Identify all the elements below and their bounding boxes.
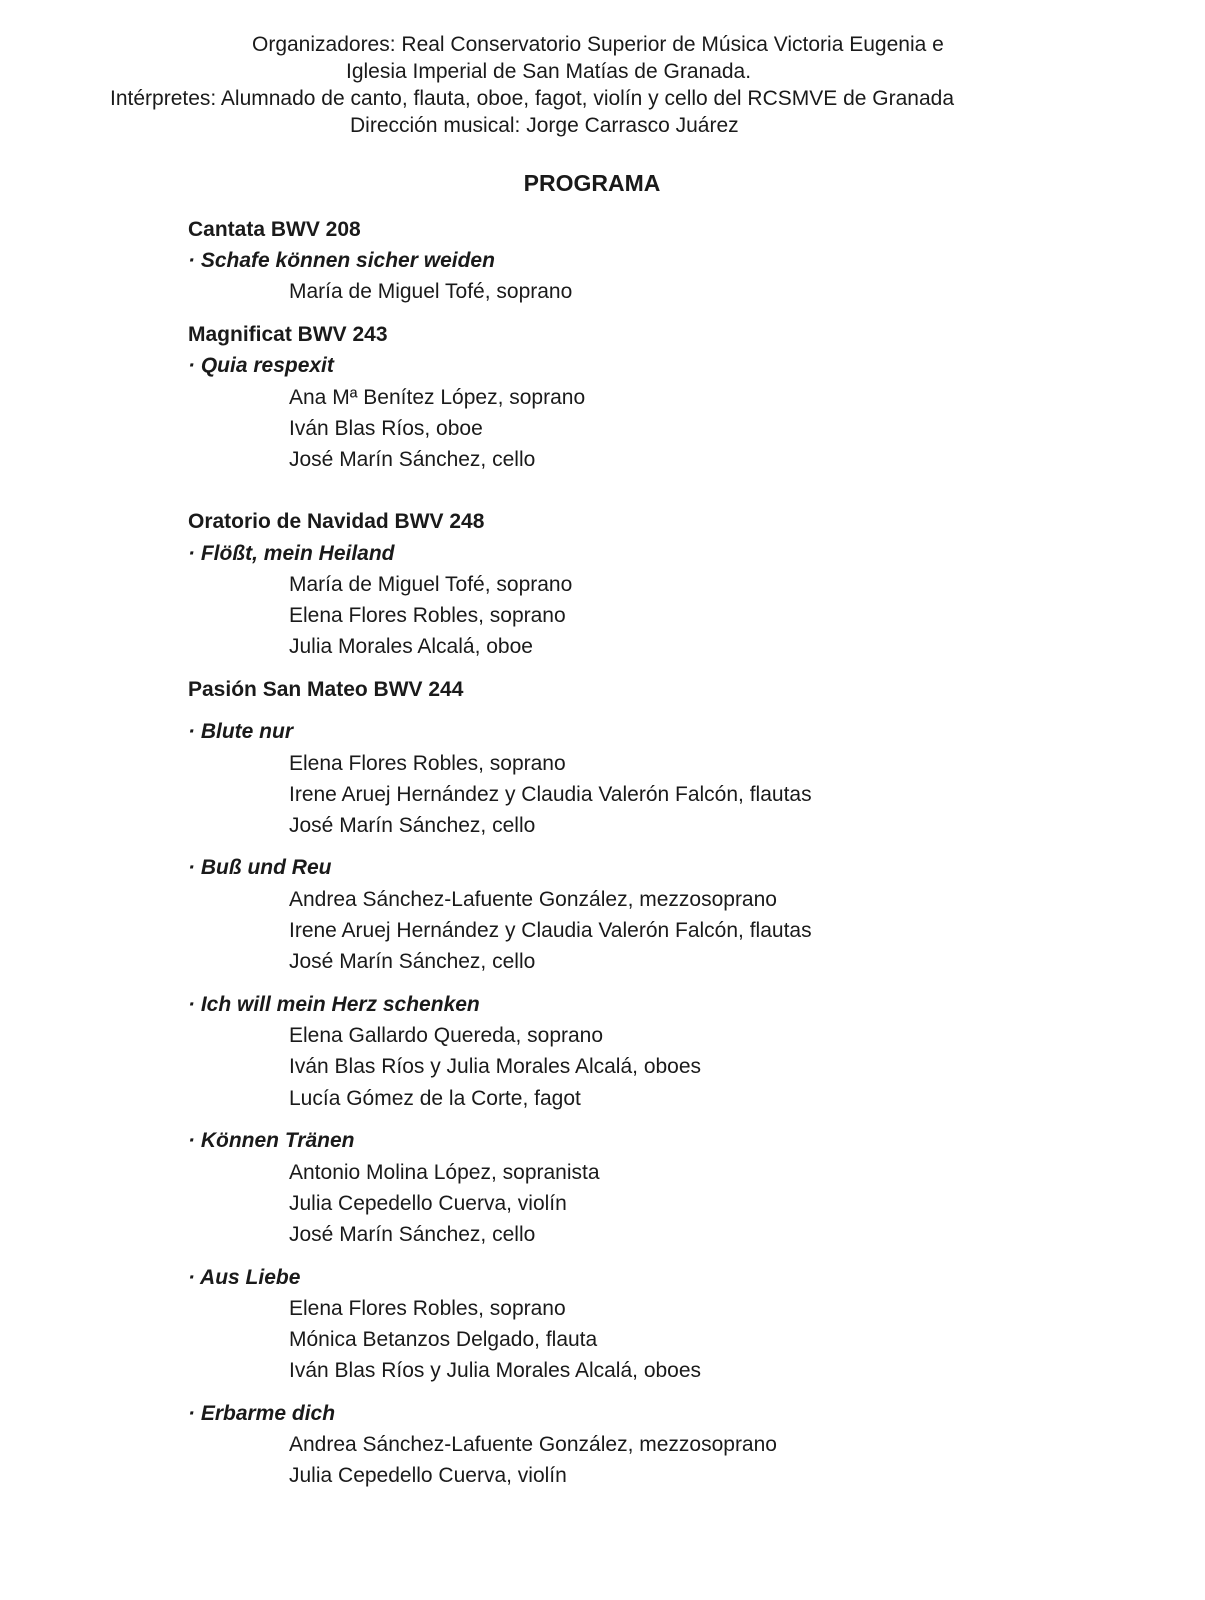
performer-line: Andrea Sánchez-Lafuente González, mezzosoprano: [289, 888, 777, 911]
performer-line: Iván Blas Ríos, oboe: [289, 417, 483, 440]
performer-line: Julia Cepedello Cuerva, violín: [289, 1192, 567, 1215]
performer-line: María de Miguel Tofé, soprano: [289, 280, 573, 303]
movement-title: · Flößt, mein Heiland: [188, 542, 395, 565]
organizers-line-2: Iglesia Imperial de San Matías de Granada.: [346, 60, 752, 83]
performer-line: José Marín Sánchez, cello: [289, 814, 536, 837]
performer-line: José Marín Sánchez, cello: [289, 950, 536, 973]
work-title: Cantata BWV 208: [188, 218, 361, 241]
movement-title: · Aus Liebe: [188, 1266, 301, 1289]
performers-line: Intérpretes: Alumnado de canto, flauta, oboe, fagot, violín y cello del RCSMVE de Granada: [110, 87, 954, 110]
performer-line: Iván Blas Ríos y Julia Morales Alcalá, oboes: [289, 1359, 702, 1382]
work-title: Oratorio de Navidad BWV 248: [188, 510, 485, 533]
performer-line: Julia Cepedello Cuerva, violín: [289, 1464, 567, 1487]
performer-line: Iván Blas Ríos y Julia Morales Alcalá, oboes: [289, 1055, 702, 1078]
work-title: Pasión San Mateo BWV 244: [188, 678, 464, 701]
organizers-line-1: Organizadores: Real Conservatorio Superior de Música Victoria Eugenia e: [252, 33, 944, 56]
movement-title: · Buß und Reu: [188, 856, 332, 879]
performer-line: Elena Flores Robles, soprano: [289, 1297, 566, 1320]
performer-line: Irene Aruej Hernández y Claudia Valerón Falcón, flautas: [289, 919, 812, 942]
performer-line: Andrea Sánchez-Lafuente González, mezzosoprano: [289, 1433, 777, 1456]
performer-line: Lucía Gómez de la Corte, fagot: [289, 1087, 581, 1110]
performer-line: Mónica Betanzos Delgado, flauta: [289, 1328, 598, 1351]
work-title: Magnificat BWV 243: [188, 323, 388, 346]
performer-line: José Marín Sánchez, cello: [289, 1223, 536, 1246]
performer-line: Elena Flores Robles, soprano: [289, 604, 566, 627]
performer-line: Elena Gallardo Quereda, soprano: [289, 1024, 604, 1047]
program-title: PROGRAMA: [523, 170, 661, 196]
performer-line: Antonio Molina López, sopranista: [289, 1161, 600, 1184]
movement-title: · Blute nur: [188, 720, 293, 743]
performer-line: Ana Mª Benítez López, soprano: [289, 386, 586, 409]
performer-line: José Marín Sánchez, cello: [289, 448, 536, 471]
direction-line: Dirección musical: Jorge Carrasco Juárez: [350, 114, 739, 137]
performer-line: Julia Morales Alcalá, oboe: [289, 635, 533, 658]
performer-line: Irene Aruej Hernández y Claudia Valerón Falcón, flautas: [289, 783, 812, 806]
movement-title: · Erbarme dich: [188, 1402, 336, 1425]
movement-title: · Können Tränen: [188, 1129, 355, 1152]
movement-title: · Quia respexit: [188, 354, 334, 377]
performer-line: María de Miguel Tofé, soprano: [289, 573, 573, 596]
movement-title: · Schafe können sicher weiden: [188, 249, 495, 272]
performer-line: Elena Flores Robles, soprano: [289, 752, 566, 775]
movement-title: · Ich will mein Herz schenken: [188, 993, 480, 1016]
